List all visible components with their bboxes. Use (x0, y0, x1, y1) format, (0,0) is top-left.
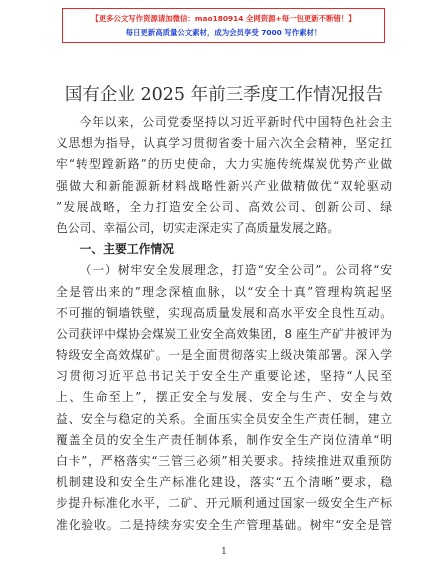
paragraph-line: 上、生命至上”，摆正安全与发展、安全与生产、安全与效 (56, 390, 392, 405)
page-number: 1 (221, 547, 227, 557)
paragraph-line: 公司获评中煤协会煤炭工业安全高效集团，8 座生产矿井被评为 (56, 326, 392, 341)
promo-banner (62, 8, 385, 43)
paragraph-2 (56, 260, 392, 535)
paragraph-line: 准化验收。二是持续夯实安全生产管理基础。树牢“安全是管 (56, 517, 392, 532)
document-title: 国有企业 2025 年前三季度工作情况报告 (64, 85, 384, 105)
paragraph-line: 今年以来，公司党委坚持以习近平新时代中国特色社会主 (79, 115, 392, 129)
paragraph-line: 义思想为指导，认真学习贯彻省委十届六次全会精神，坚定扛 (56, 136, 392, 151)
paragraph-line: 步提升标准化水平，二矿、开元顺利通过国家一级安全生产标 (56, 496, 392, 511)
document-body (56, 112, 392, 536)
paragraph-line: ”发展战略，全力打造安全公司、高效公司、创新公司、绿 (56, 199, 392, 214)
paragraph-line: 强做大和新能源新材料战略性新兴产业做精做优“双轮驱动 (56, 178, 392, 193)
paragraph-line: 习贯彻习近平总书记关于安全生产重要论述，坚持“人民至 (56, 369, 392, 384)
section-heading: 一、主要工作情况 (79, 242, 174, 257)
paragraph-line: 不可摧的铜墙铁壁，实现高质量发展和高水平安全良性互动。 (56, 305, 392, 320)
paragraph-line: 特级安全高效煤矿。一是全面贯彻落实上级决策部署。深入学 (56, 348, 392, 363)
paragraph-line: 覆盖全员的安全生产责任制体系，制作安全生产岗位清单“明 (56, 432, 392, 447)
paragraph-1 (56, 112, 392, 239)
paragraph-line: 机制建设和安全生产标准化建设，落实“五个清晰”要求，稳 (56, 475, 392, 490)
paragraph-line: 益、安全与稳定的关系。全面压实全员安全生产责任制，建立 (56, 411, 392, 426)
promo-banner-line-2: 每日更新高质量公文素材，成为会员享受 7000 写作素材！ (125, 28, 322, 37)
paragraph-line: 牢“转型蹚新路”的历史使命，大力实施传统煤炭优势产业做 (56, 157, 392, 172)
paragraph-line: 白卡”，严格落实“三管三必须”相关要求。持续推进双重预防 (56, 454, 392, 468)
paragraph-line: 色公司、幸福公司，切实走深走实了高质量发展之路。 (56, 220, 340, 235)
paragraph-line: 全是管出来的”理念深植血脉，以“安全十真”管理构筑起坚 (56, 284, 392, 299)
paragraph-line: （一）树牢安全发展理念，打造“安全公司”。公司将“安 (79, 263, 392, 278)
promo-banner-line-1: 【更多公文写作资源请加微信：mao180914 全网资源+每一包更新不断错！】 (91, 14, 356, 23)
